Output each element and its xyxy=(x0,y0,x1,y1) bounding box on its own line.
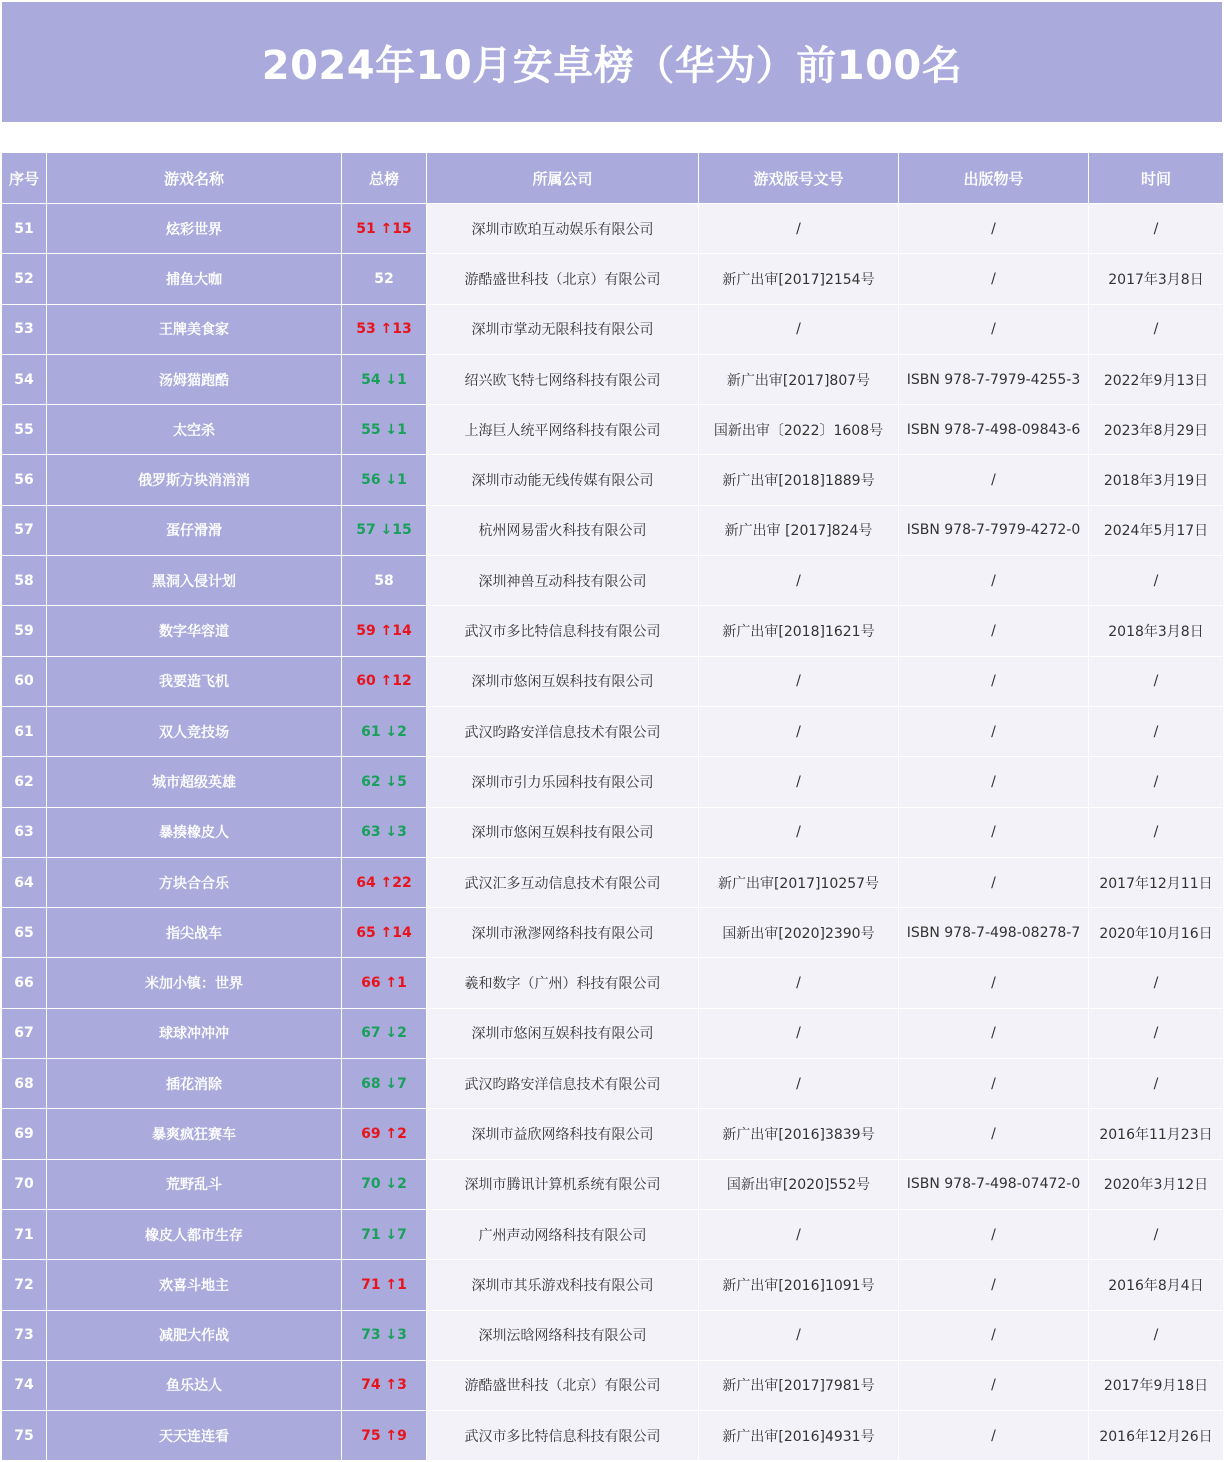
cell-index: 51 xyxy=(2,204,47,254)
table-row xyxy=(2,857,1224,907)
cell-game-name: 插花消除 xyxy=(47,1059,342,1109)
cell-company: 武汉市多比特信息科技有限公司 xyxy=(427,1411,699,1461)
rank-value: 63 ↓3 xyxy=(361,824,407,841)
cell-license: 新广出审[2017]807号 xyxy=(699,354,899,404)
header-date: 时间 xyxy=(1089,153,1224,204)
cell-license: / xyxy=(699,204,899,254)
cell-index: 62 xyxy=(2,757,47,807)
cell-isbn: / xyxy=(899,1260,1089,1310)
cell-license: / xyxy=(699,1008,899,1058)
cell-rank xyxy=(342,1209,427,1259)
cell-game-name: 太空杀 xyxy=(47,405,342,455)
cell-game-name: 俄罗斯方块消消消 xyxy=(47,455,342,505)
cell-game-name: 汤姆猫跑酷 xyxy=(47,354,342,404)
cell-rank xyxy=(342,405,427,455)
cell-license: 新广出审[2017]7981号 xyxy=(699,1360,899,1410)
cell-date: 2018年3月19日 xyxy=(1089,455,1224,505)
rank-value: 57 ↓15 xyxy=(356,522,412,539)
rank-value: 75 ↑9 xyxy=(361,1427,407,1444)
cell-company: 游酷盛世科技（北京）有限公司 xyxy=(427,254,699,304)
rank-value: 51 ↑15 xyxy=(356,220,412,237)
cell-game-name: 双人竞技场 xyxy=(47,706,342,756)
cell-game-name: 蛋仔滑滑 xyxy=(47,505,342,555)
cell-date: 2016年12月26日 xyxy=(1089,1411,1224,1461)
cell-license: / xyxy=(699,706,899,756)
cell-date: 2020年3月12日 xyxy=(1089,1159,1224,1209)
rank-value: 53 ↑13 xyxy=(356,321,412,338)
header-index: 序号 xyxy=(2,153,47,204)
cell-isbn: ISBN 978-7-7979-4272-0 xyxy=(899,505,1089,555)
cell-license: / xyxy=(699,1059,899,1109)
cell-date: 2020年10月16日 xyxy=(1089,908,1224,958)
table-row xyxy=(2,505,1224,555)
cell-rank xyxy=(342,606,427,656)
cell-company: 游酷盛世科技（北京）有限公司 xyxy=(427,1360,699,1410)
header-row xyxy=(2,153,1224,204)
cell-isbn: / xyxy=(899,204,1089,254)
table-row xyxy=(2,405,1224,455)
cell-date: / xyxy=(1089,1008,1224,1058)
cell-index: 66 xyxy=(2,958,47,1008)
cell-rank xyxy=(342,807,427,857)
cell-company: 广州声动网络科技有限公司 xyxy=(427,1209,699,1259)
cell-game-name: 黑洞入侵计划 xyxy=(47,556,342,606)
cell-game-name: 数字华容道 xyxy=(47,606,342,656)
cell-company: 羲和数字（广州）科技有限公司 xyxy=(427,958,699,1008)
cell-company: 武汉市多比特信息科技有限公司 xyxy=(427,606,699,656)
cell-index: 75 xyxy=(2,1411,47,1461)
rank-value: 71 ↑1 xyxy=(361,1276,407,1293)
cell-index: 71 xyxy=(2,1209,47,1259)
table-body xyxy=(2,204,1224,1461)
cell-license: / xyxy=(699,807,899,857)
title-banner xyxy=(2,2,1222,122)
cell-date: / xyxy=(1089,757,1224,807)
cell-isbn: / xyxy=(899,556,1089,606)
cell-rank xyxy=(342,354,427,404)
cell-license: 国新出审[2020]2390号 xyxy=(699,908,899,958)
cell-license: / xyxy=(699,656,899,706)
table-row xyxy=(2,1310,1224,1360)
cell-rank xyxy=(342,556,427,606)
table-row xyxy=(2,556,1224,606)
cell-rank xyxy=(342,1310,427,1360)
cell-rank xyxy=(342,455,427,505)
cell-license: / xyxy=(699,958,899,1008)
rank-value: 74 ↑3 xyxy=(361,1377,407,1394)
cell-date: 2016年11月23日 xyxy=(1089,1109,1224,1159)
rank-value: 69 ↑2 xyxy=(361,1125,407,1142)
cell-date: / xyxy=(1089,706,1224,756)
rank-value: 65 ↑14 xyxy=(356,924,412,941)
cell-index: 68 xyxy=(2,1059,47,1109)
cell-company: 深圳市湫漻网络科技有限公司 xyxy=(427,908,699,958)
rank-value: 55 ↓1 xyxy=(361,421,407,438)
cell-date: 2024年5月17日 xyxy=(1089,505,1224,555)
cell-license: / xyxy=(699,1209,899,1259)
cell-isbn: ISBN 978-7-7979-4255-3 xyxy=(899,354,1089,404)
cell-license: / xyxy=(699,304,899,354)
rank-value: 64 ↑22 xyxy=(356,874,412,891)
cell-index: 60 xyxy=(2,656,47,706)
cell-index: 73 xyxy=(2,1310,47,1360)
table-row xyxy=(2,807,1224,857)
table-row xyxy=(2,908,1224,958)
table-row xyxy=(2,254,1224,304)
cell-index: 69 xyxy=(2,1109,47,1159)
cell-date: 2022年9月13日 xyxy=(1089,354,1224,404)
rank-value: 68 ↓7 xyxy=(361,1075,407,1092)
table-row xyxy=(2,958,1224,1008)
cell-rank xyxy=(342,304,427,354)
rank-value: 66 ↑1 xyxy=(361,975,407,992)
cell-game-name: 王牌美食家 xyxy=(47,304,342,354)
cell-isbn: ISBN 978-7-498-09843-6 xyxy=(899,405,1089,455)
cell-license: / xyxy=(699,556,899,606)
cell-company: 深圳市悠闲互娱科技有限公司 xyxy=(427,656,699,706)
cell-rank xyxy=(342,505,427,555)
cell-company: 绍兴欧飞特七网络科技有限公司 xyxy=(427,354,699,404)
cell-isbn: / xyxy=(899,304,1089,354)
cell-isbn: / xyxy=(899,1059,1089,1109)
cell-license: 新广出审 [2017]824号 xyxy=(699,505,899,555)
cell-isbn: / xyxy=(899,455,1089,505)
cell-rank xyxy=(342,1008,427,1058)
header-isbn: 出版物号 xyxy=(899,153,1089,204)
table-row xyxy=(2,1159,1224,1209)
cell-isbn: / xyxy=(899,606,1089,656)
table-row xyxy=(2,455,1224,505)
cell-isbn: / xyxy=(899,1209,1089,1259)
cell-rank xyxy=(342,857,427,907)
header-company: 所属公司 xyxy=(427,153,699,204)
cell-date: / xyxy=(1089,304,1224,354)
cell-company: 深圳沄晗网络科技有限公司 xyxy=(427,1310,699,1360)
cell-index: 65 xyxy=(2,908,47,958)
rank-value: 52 xyxy=(374,270,394,287)
cell-game-name: 炫彩世界 xyxy=(47,204,342,254)
header-rank: 总榜 xyxy=(342,153,427,204)
cell-company: 深圳市悠闲互娱科技有限公司 xyxy=(427,807,699,857)
cell-license: 新广出审[2017]2154号 xyxy=(699,254,899,304)
cell-index: 67 xyxy=(2,1008,47,1058)
cell-index: 52 xyxy=(2,254,47,304)
cell-isbn: / xyxy=(899,857,1089,907)
cell-isbn: ISBN 978-7-498-08278-7 xyxy=(899,908,1089,958)
cell-rank xyxy=(342,1260,427,1310)
table-row xyxy=(2,706,1224,756)
cell-index: 56 xyxy=(2,455,47,505)
cell-index: 54 xyxy=(2,354,47,404)
cell-game-name: 欢喜斗地主 xyxy=(47,1260,342,1310)
cell-isbn: / xyxy=(899,706,1089,756)
rank-value: 54 ↓1 xyxy=(361,371,407,388)
rank-value: 70 ↓2 xyxy=(361,1176,407,1193)
table-row xyxy=(2,1360,1224,1410)
table-row xyxy=(2,656,1224,706)
cell-company: 深圳市动能无线传媒有限公司 xyxy=(427,455,699,505)
cell-license: 新广出审[2016]4931号 xyxy=(699,1411,899,1461)
cell-index: 53 xyxy=(2,304,47,354)
cell-game-name: 减肥大作战 xyxy=(47,1310,342,1360)
cell-game-name: 球球冲冲冲 xyxy=(47,1008,342,1058)
rank-value: 59 ↑14 xyxy=(356,623,412,640)
cell-company: 杭州网易雷火科技有限公司 xyxy=(427,505,699,555)
header-game-name: 游戏名称 xyxy=(47,153,342,204)
cell-date: / xyxy=(1089,958,1224,1008)
cell-date: / xyxy=(1089,1209,1224,1259)
cell-company: 武汉昀路安洋信息技术有限公司 xyxy=(427,1059,699,1109)
cell-game-name: 鱼乐达人 xyxy=(47,1360,342,1410)
cell-date: 2017年9月18日 xyxy=(1089,1360,1224,1410)
cell-date: / xyxy=(1089,1310,1224,1360)
cell-license: 国新出审[2020]552号 xyxy=(699,1159,899,1209)
cell-game-name: 指尖战车 xyxy=(47,908,342,958)
table-row xyxy=(2,757,1224,807)
cell-isbn: / xyxy=(899,1411,1089,1461)
cell-date: / xyxy=(1089,204,1224,254)
cell-game-name: 我要造飞机 xyxy=(47,656,342,706)
cell-isbn: / xyxy=(899,1310,1089,1360)
cell-game-name: 捕鱼大咖 xyxy=(47,254,342,304)
cell-date: / xyxy=(1089,1059,1224,1109)
cell-index: 63 xyxy=(2,807,47,857)
cell-isbn: / xyxy=(899,1109,1089,1159)
table-row xyxy=(2,204,1224,254)
cell-game-name: 米加小镇：世界 xyxy=(47,958,342,1008)
table-row xyxy=(2,304,1224,354)
table-row xyxy=(2,354,1224,404)
table-row xyxy=(2,1109,1224,1159)
cell-company: 武汉汇多互动信息技术有限公司 xyxy=(427,857,699,907)
cell-rank xyxy=(342,958,427,1008)
cell-date: 2016年8月4日 xyxy=(1089,1260,1224,1310)
cell-rank xyxy=(342,1059,427,1109)
cell-isbn: / xyxy=(899,958,1089,1008)
cell-license: 新广出审[2018]1889号 xyxy=(699,455,899,505)
cell-game-name: 荒野乱斗 xyxy=(47,1159,342,1209)
cell-index: 70 xyxy=(2,1159,47,1209)
cell-rank xyxy=(342,908,427,958)
cell-license: 国新出审〔2022〕1608号 xyxy=(699,405,899,455)
rank-value: 71 ↓7 xyxy=(361,1226,407,1243)
ranking-table xyxy=(1,152,1224,1461)
rank-value: 56 ↓1 xyxy=(361,472,407,489)
cell-rank xyxy=(342,1360,427,1410)
rank-value: 73 ↓3 xyxy=(361,1327,407,1344)
cell-rank xyxy=(342,757,427,807)
cell-date: / xyxy=(1089,807,1224,857)
cell-index: 64 xyxy=(2,857,47,907)
cell-company: 深圳市腾讯计算机系统有限公司 xyxy=(427,1159,699,1209)
cell-rank xyxy=(342,204,427,254)
rank-value: 67 ↓2 xyxy=(361,1025,407,1042)
cell-date: 2017年3月8日 xyxy=(1089,254,1224,304)
cell-isbn: / xyxy=(899,1360,1089,1410)
rank-value: 61 ↓2 xyxy=(361,723,407,740)
table-row xyxy=(2,1059,1224,1109)
cell-date: / xyxy=(1089,656,1224,706)
cell-rank xyxy=(342,254,427,304)
cell-license: 新广出审[2016]3839号 xyxy=(699,1109,899,1159)
cell-company: 深圳市悠闲互娱科技有限公司 xyxy=(427,1008,699,1058)
cell-company: 深圳市引力乐园科技有限公司 xyxy=(427,757,699,807)
cell-date: / xyxy=(1089,556,1224,606)
cell-index: 55 xyxy=(2,405,47,455)
cell-license: 新广出审[2018]1621号 xyxy=(699,606,899,656)
cell-isbn: / xyxy=(899,757,1089,807)
table-row xyxy=(2,1260,1224,1310)
cell-index: 59 xyxy=(2,606,47,656)
cell-game-name: 暴爽疯狂赛车 xyxy=(47,1109,342,1159)
cell-index: 58 xyxy=(2,556,47,606)
table-row xyxy=(2,1209,1224,1259)
cell-game-name: 天天连连看 xyxy=(47,1411,342,1461)
cell-rank xyxy=(342,1411,427,1461)
cell-rank xyxy=(342,1109,427,1159)
cell-company: 上海巨人统平网络科技有限公司 xyxy=(427,405,699,455)
rank-value: 62 ↓5 xyxy=(361,773,407,790)
cell-index: 74 xyxy=(2,1360,47,1410)
cell-company: 深圳市掌动无限科技有限公司 xyxy=(427,304,699,354)
cell-company: 武汉昀路安洋信息技术有限公司 xyxy=(427,706,699,756)
header-license: 游戏版号文号 xyxy=(699,153,899,204)
cell-game-name: 橡皮人都市生存 xyxy=(47,1209,342,1259)
cell-license: 新广出审[2016]1091号 xyxy=(699,1260,899,1310)
cell-game-name: 方块合合乐 xyxy=(47,857,342,907)
cell-date: 2023年8月29日 xyxy=(1089,405,1224,455)
cell-rank xyxy=(342,1159,427,1209)
cell-company: 深圳市其乐游戏科技有限公司 xyxy=(427,1260,699,1310)
cell-isbn: / xyxy=(899,656,1089,706)
table-row xyxy=(2,1411,1224,1461)
table-row xyxy=(2,1008,1224,1058)
cell-isbn: ISBN 978-7-498-07472-0 xyxy=(899,1159,1089,1209)
cell-game-name: 暴揍橡皮人 xyxy=(47,807,342,857)
cell-company: 深圳市欧珀互动娱乐有限公司 xyxy=(427,204,699,254)
cell-index: 61 xyxy=(2,706,47,756)
rank-value: 58 xyxy=(374,572,394,589)
cell-license: / xyxy=(699,757,899,807)
cell-isbn: / xyxy=(899,1008,1089,1058)
cell-company: 深圳市益欣网络科技有限公司 xyxy=(427,1109,699,1159)
cell-license: / xyxy=(699,1310,899,1360)
cell-company: 深圳神兽互动科技有限公司 xyxy=(427,556,699,606)
table-row xyxy=(2,606,1224,656)
rank-value: 60 ↑12 xyxy=(356,673,412,690)
cell-rank xyxy=(342,706,427,756)
cell-date: 2017年12月11日 xyxy=(1089,857,1224,907)
cell-date: 2018年3月8日 xyxy=(1089,606,1224,656)
cell-isbn: / xyxy=(899,254,1089,304)
cell-index: 57 xyxy=(2,505,47,555)
cell-license: 新广出审[2017]10257号 xyxy=(699,857,899,907)
page-title: 2024年10月安卓榜（华为）前100名 xyxy=(261,42,963,89)
cell-rank xyxy=(342,656,427,706)
cell-isbn: / xyxy=(899,807,1089,857)
cell-game-name: 城市超级英雄 xyxy=(47,757,342,807)
cell-index: 72 xyxy=(2,1260,47,1310)
